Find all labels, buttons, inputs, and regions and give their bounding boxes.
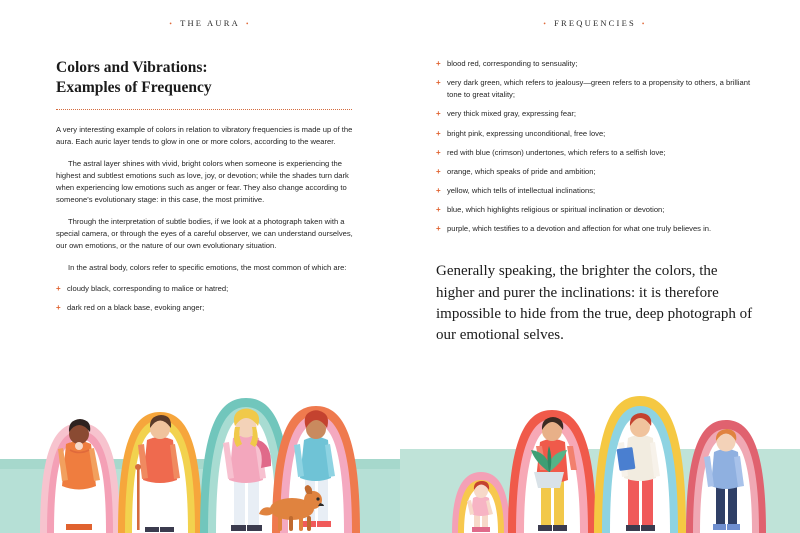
running-head-left: • THE AURA • (169, 18, 251, 28)
ornament-icon: • (641, 20, 647, 28)
list-item: + bright pink, expressing unconditional, free love; (436, 128, 754, 140)
pull-quote: Generally speaking, the brighter the colors, the higher and purer the inclinations: it is therefore impossible to hide from the true, deep photograph of our emotional selves. (436, 263, 753, 344)
list-item: + purple, which testifies to a devotion and affection for what one truly believes in. (436, 223, 754, 235)
list-item: + very thick mixed gray, expressing fear; (436, 108, 754, 120)
title-line-2: Examples of Frequency (56, 79, 212, 97)
title-line-1: Colors and Vibrations: (56, 59, 208, 76)
paragraph: A very interesting example of colors in relation to vibratory frequencies is made up of the aura. Each auric layer tends to glow in one or more colors, according to the wearer. (56, 124, 353, 147)
list-item: + dark red on a black base, evoking anger; (56, 302, 364, 314)
right-page (400, 0, 800, 533)
list-item: + blood red, corresponding to sensuality; (436, 58, 754, 70)
running-head-right: • FREQUENCIES • (543, 18, 647, 28)
paragraph: Through the interpretation of subtle bodies, if we look at a photograph taken with a special camera, or through the eyes of a careful observer, we can understand ourselves, our own emotions, or the nature of our own evolutionary situation. (56, 216, 353, 251)
list-item: + red with blue (crimson) undertones, which refers to a selfish love; (436, 147, 754, 159)
list-item: + yellow, which tells of intellectual inclinations; (436, 185, 754, 197)
list-item: + cloudy black, corresponding to malice or hatred; (56, 283, 364, 295)
paragraph: The astral layer shines with vivid, bright colors when someone is experiencing the highest and subtlest emotions such as love, joy, or devotion; while the shades turn dark when experiencing low emotions such as anger or fear. They also change according to someone's evolutionary stage: in this case, the most primitive. (56, 158, 349, 205)
emotion-color-list-right (436, 58, 754, 235)
ornament-icon: • (245, 20, 251, 28)
list-item: + blue, which highlights religious or spiritual inclination or devotion; (436, 204, 754, 216)
page-title (56, 58, 364, 99)
list-item: + orange, which speaks of pride and ambition; (436, 166, 754, 178)
ornament-icon: • (543, 20, 549, 28)
title-divider (56, 103, 352, 110)
paragraph: In the astral body, colors refer to specific emotions, the most common of which are: (68, 262, 347, 272)
emotion-color-list-left (56, 283, 364, 314)
ornament-icon: • (169, 20, 175, 28)
list-item: + very dark green, which refers to jealousy—green refers to a propensity to others, a brilliant tone to great vitality; (436, 77, 754, 101)
